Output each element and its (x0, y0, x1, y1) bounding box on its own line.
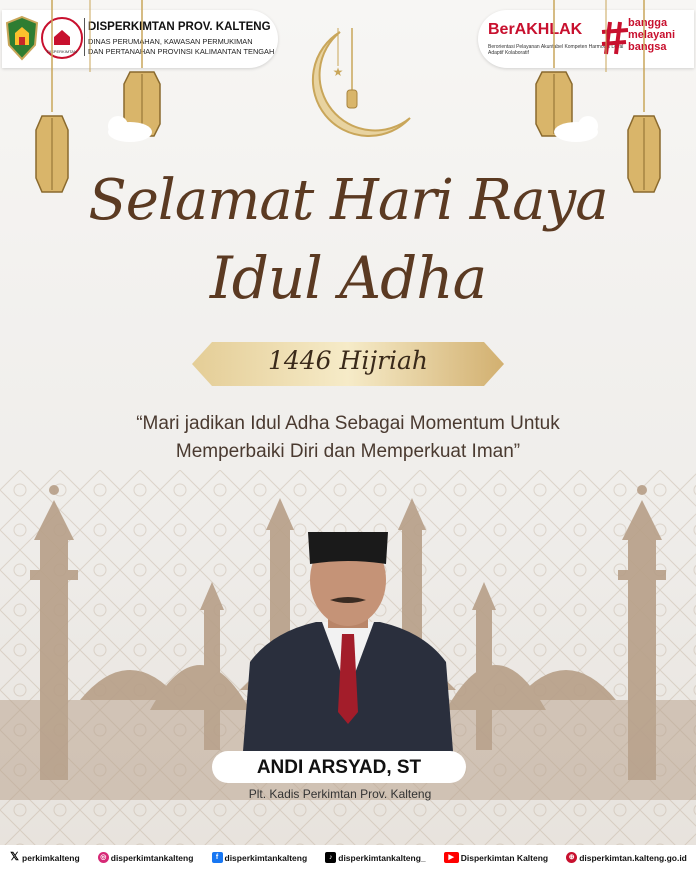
org-description-line1: DINAS PERUMAHAN, KAWASAN PERMUKIMAN (88, 37, 253, 46)
bangga-line2: melayani (628, 29, 676, 41)
footer-facebook[interactable] (212, 852, 308, 863)
footer-web[interactable] (566, 852, 687, 863)
tiktok-icon: ♪ (325, 852, 336, 863)
footer-tiktok[interactable] (325, 852, 425, 863)
org-description-line2: DAN PERTANAHAN PROVINSI KALIMANTAN TENGAH (88, 47, 275, 56)
quote-line1: “Mari jadikan Idul Adha Sebagai Momentum Untuk (136, 413, 560, 434)
person-photo (232, 512, 464, 764)
footer-instagram-label: disperkimtankalteng (110, 852, 194, 863)
svg-text:DISPERKIMTAN: DISPERKIMTAN (47, 49, 77, 54)
hijri-year: 1446 Hijriah (267, 346, 429, 375)
web-icon: ⊕ (566, 852, 577, 863)
footer-instagram[interactable] (98, 852, 194, 863)
greeting-title-line1: Selamat Hari Raya (88, 168, 608, 233)
footer-youtube[interactable] (444, 852, 548, 863)
berakhlak-logo: BerAKHLAK (488, 21, 583, 38)
org-name: DISPERKIMTAN PROV. KALTENG (88, 21, 271, 33)
quote-line2: Memperbaiki Diri dan Memperkuat Iman” (175, 441, 521, 462)
person-name: ANDI ARSYAD, ST (256, 757, 422, 778)
footer-x[interactable] (9, 852, 80, 863)
footer-facebook-label: disperkimtankalteng (224, 852, 308, 863)
facebook-icon: f (212, 852, 223, 863)
svg-text:★: ★ (332, 65, 344, 79)
footer-youtube-label: Disperkimtan Kalteng (460, 852, 549, 863)
person-title: Plt. Kadis Perkimtan Prov. Kalteng (248, 787, 432, 801)
footer-x-label: perkimkalteng (22, 852, 80, 863)
youtube-icon: ▶ (444, 852, 459, 863)
footer-web-label: disperkimtan.kalteng.go.id (579, 852, 687, 863)
x-icon: 𝕏 (10, 851, 19, 863)
bangga-line1: bangga (628, 17, 668, 29)
social-footer (0, 845, 696, 870)
footer-tiktok-label: disperkimtankalteng_ (338, 852, 426, 863)
berakhlak-tagline: Berorientasi Pelayanan Akuntabel Kompeten Harmonis Loyal Adaptif Kolaboratif (488, 44, 624, 56)
greeting-title-line2: Idul Adha (209, 244, 487, 312)
crescent-moon-icon (270, 28, 420, 148)
bangga-line3: bangsa (628, 41, 667, 53)
quote-text (40, 410, 656, 466)
instagram-icon: ◎ (98, 852, 109, 863)
